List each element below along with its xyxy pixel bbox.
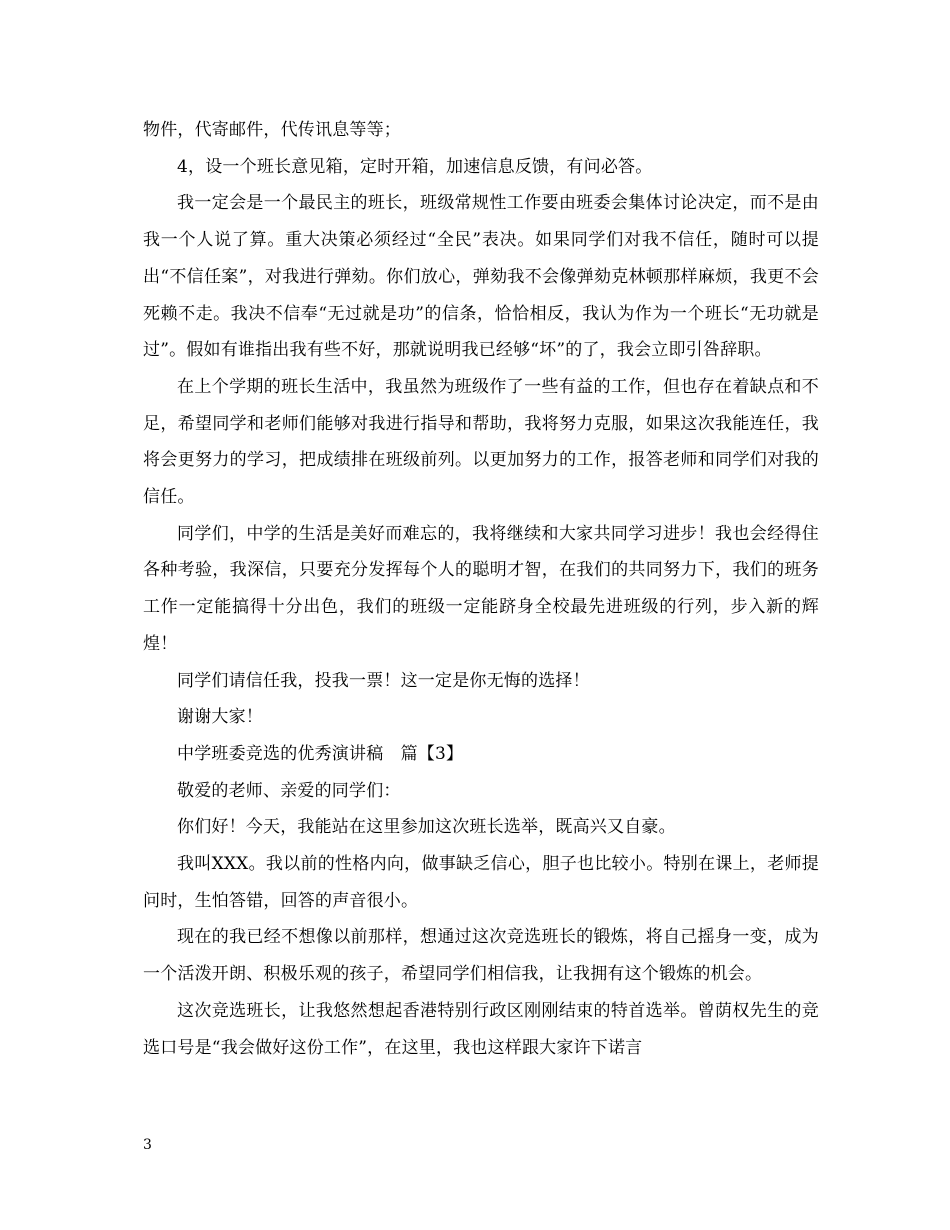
- salutation: 敬爱的老师、亲爱的同学们：: [177, 780, 401, 801]
- section-heading: 中学班委竞选的优秀演讲稿 篇【3】: [177, 743, 464, 764]
- paragraph-10: 你们好！今天，我能站在这里参加这次班长选举，既高兴又自豪。: [177, 817, 676, 838]
- paragraph-1: 物件，代寄邮件，代传讯息等等；: [143, 120, 401, 140]
- paragraph-13: 这次竞选班长，让我悠然想起香港特别行政区刚刚结束的特首选举。曾荫权先生的竞选口号是“我会做好这份工作”，在这里，我也这样跟大家许下诺言: [143, 1000, 819, 1058]
- paragraph-6: 同学们请信任我，投我一票！这一定是你无悔的选择！: [177, 670, 590, 691]
- paragraph-7: 谢谢大家！: [177, 707, 263, 728]
- document-body: [143, 112, 819, 1066]
- paragraph-12: 现在的我已经不想像以前那样，想通过这次竞选班长的锻炼，将自己摇身一变，成为一个活泼开朗、积极乐观的孩子，希望同学们相信我，让我拥有这个锻炼的机会。: [143, 927, 819, 985]
- paragraph-11: 我叫XXX。我以前的性格内向，做事缺乏信心，胆子也比较小。特别在课上，老师提问时，生怕答错，回答的声音很小。: [143, 854, 819, 911]
- paragraph-5: 同学们，中学的生活是美好而难忘的，我将继续和大家共同学习进步！我也会经得住各种考验，我深信，只要充分发挥每个人的聪明才智，在我们的共同努力下，我们的班务工作一定能搞得十分出色，我们的班级一定能跻身全校最先进班级的行列，步入新的辉煌！: [143, 523, 819, 654]
- page-number: 3: [143, 1137, 152, 1153]
- paragraph-4: 在上个学期的班长生活中，我虽然为班级作了一些有益的工作，但也存在着缺点和不足，希望同学和老师们能够对我进行指导和帮助，我将努力克服，如果这次我能连任，我将会更努力的学习，把成绩排在班级前列。以更加努力的工作，报答老师和同学们对我的信任。: [143, 376, 819, 508]
- paragraph-3: 我一定会是一个最民主的班长，班级常规性工作要由班委会集体讨论决定，而不是由我一个人说了算。重大决策必须经过“全民”表决。如果同学们对我不信任，随时可以提出“不信任案”，对我进行弹劾。你们放心，弹劾我不会像弹劾克林顿那样麻烦，我更不会死赖不走。我决不信奉“无过就是功”的信条，恰恰相反，我认为作为一个班长“无功就是过”。假如有谁指出我有些不好，那就说明我已经够“坏”的了，我会立即引咎辞职。: [143, 193, 819, 361]
- paragraph-2: 4，设一个班长意见箱，定时开箱，加速信息反馈，有问必答。: [177, 156, 653, 177]
